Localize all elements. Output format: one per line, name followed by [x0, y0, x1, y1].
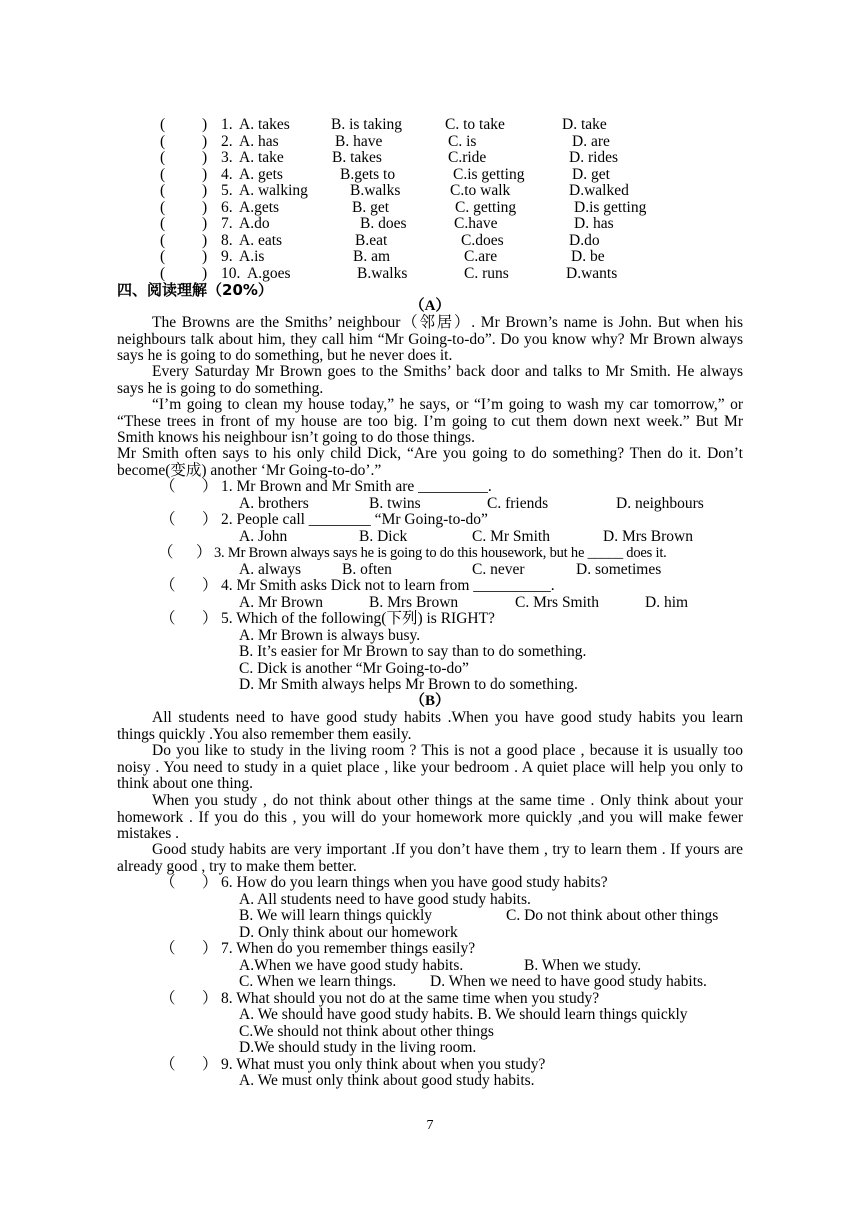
answer-paren-open: ( [160, 264, 166, 282]
answer-paren-open: ( [160, 198, 166, 216]
cloze-option-b: B. is taking [331, 116, 403, 133]
answer-paren-open: （ [160, 610, 176, 627]
q2-option-d: D. Mrs Brown [603, 528, 693, 545]
answer-paren-close: ) [202, 215, 208, 232]
q2-option-a: A. John [239, 528, 288, 545]
answer-paren-close: ） [202, 577, 218, 594]
cloze-option-c: C.are [464, 248, 498, 265]
cloze-question-number: 9. [221, 248, 233, 265]
q6-option-d: D. Only think about our homework [239, 924, 458, 941]
answer-paren-close: ) [202, 264, 208, 282]
answer-paren-open: ( [160, 165, 166, 183]
question-3: 3. Mr Brown always says he is going to do this housework, but he _____ does it. [214, 545, 667, 561]
answer-paren-open: （ [160, 990, 176, 1007]
cloze-option-a: A. eats [239, 231, 283, 249]
answer-paren-open: （ [158, 544, 174, 561]
question-1: 1. Mr Brown and Mr Smith are _________. [221, 478, 492, 495]
cloze-option-b: B. does [360, 215, 407, 232]
q4-option-d: D. him [645, 594, 689, 611]
page-number: 7 [426, 1118, 434, 1133]
q5-option-b: B. It’s easier for Mr Brown to say than to do something. [239, 643, 587, 660]
q8-option-d: D.We should study in the living room. [239, 1039, 477, 1056]
question-8: 8. What should you not do at the same time when you study? [221, 990, 600, 1007]
cloze-option-d: D. take [562, 116, 607, 133]
passage-a-label: （A） [409, 298, 451, 314]
answer-paren-close: ) [202, 182, 208, 199]
cloze-question-number: 8. [221, 231, 233, 249]
cloze-option-a: A. walking [239, 182, 308, 199]
answer-paren-open: （ [160, 1056, 176, 1073]
answer-paren-close: ） [202, 511, 218, 528]
q5-option-c: C. Dick is another “Mr Going-to-do” [239, 660, 469, 677]
cloze-question-number: 4. [221, 165, 233, 183]
cloze-option-c: C. to take [445, 116, 505, 133]
cloze-option-b: B.walks [357, 264, 408, 282]
cloze-option-a: A. has [239, 132, 279, 150]
passage-b-paragraph-1: All students need to have good study habits .When you have good study habits you learn things quickly .You also remember them easily. [117, 709, 743, 743]
cloze-option-b: B.walks [350, 182, 401, 199]
cloze-option-b: B. get [352, 198, 390, 216]
q1-option-d: D. neighbours [616, 495, 704, 512]
q7-option-a: A.When we have good study habits. [239, 957, 464, 974]
cloze-option-c: C.does [461, 231, 504, 249]
passage-b-label: （B） [409, 693, 450, 709]
answer-paren-close: ) [202, 165, 208, 183]
q8-option-a-b: A. We should have good study habits. B. We should learn things quickly [239, 1006, 688, 1023]
passage-b-paragraph-2: Do you like to study in the living room ? This is not a good place , because it is usually too noisy . You need to study in a quiet place , like your bedroom . A quiet place will help you only to think about one thing. [117, 742, 743, 792]
cloze-option-d: D.wants [566, 264, 618, 282]
cloze-question-number: 2. [221, 132, 233, 150]
cloze-option-b: B. am [353, 248, 391, 265]
question-5: 5. Which of the following(下列) is RIGHT? [221, 610, 495, 627]
cloze-option-c: C.have [454, 215, 498, 232]
answer-paren-open: ( [160, 215, 166, 232]
cloze-option-c: C. runs [464, 264, 509, 282]
answer-paren-close: ） [202, 478, 218, 495]
q8-option-c: C.We should not think about other things [239, 1023, 494, 1040]
q6-option-c: C. Do not think about other things [506, 907, 719, 924]
q4-option-b: B. Mrs Brown [369, 594, 459, 611]
cloze-option-a: A.do [239, 215, 270, 232]
cloze-option-c: C. is [448, 132, 477, 150]
passage-b-paragraph-4: Good study habits are very important .If you don’t have them , try to learn them . If yours are already good , try to make them better. [117, 841, 743, 875]
answer-paren-close: ) [202, 132, 208, 150]
cloze-option-b: B. have [335, 132, 383, 150]
cloze-question-number: 1. [221, 116, 233, 133]
passage-b-paragraph-3: When you study , do not think about other things at the same time . Only think about your homework . If you do this , you will do your homework more quickly ,and you will make fewer mistakes . [117, 792, 743, 842]
answer-paren-close: ) [202, 198, 208, 216]
answer-paren-open: ( [160, 116, 166, 133]
q5-option-d: D. Mr Smith always helps Mr Brown to do something. [239, 676, 578, 693]
answer-paren-open: （ [160, 940, 176, 957]
passage-a-paragraph-4: Mr Smith often says to his only child Dick, “Are you going to do something? Then do it. Don’t become(变成) another ‘Mr Going-to-do’.” [117, 445, 743, 479]
answer-paren-open: （ [160, 577, 176, 594]
cloze-option-d: D.walked [569, 182, 629, 199]
q7-option-c: C. When we learn things. [239, 973, 397, 990]
q3-option-d: D. sometimes [576, 561, 662, 578]
answer-paren-close: ） [196, 544, 212, 561]
q6-option-b: B. We will learn things quickly [239, 907, 433, 924]
q9-option-a: A. We must only think about good study habits. [239, 1072, 535, 1089]
cloze-option-b: B.eat [355, 231, 388, 249]
answer-paren-open: ( [160, 248, 166, 265]
q4-option-c: C. Mrs Smith [515, 594, 599, 611]
question-7: 7. When do you remember things easily? [221, 940, 476, 957]
cloze-option-a: A. takes [239, 116, 290, 133]
cloze-question-number: 3. [221, 149, 233, 166]
cloze-option-d: D.is getting [574, 198, 647, 216]
cloze-option-c: C.is getting [453, 165, 525, 183]
question-4: 4. Mr Smith asks Dick not to learn from __________. [221, 577, 555, 594]
cloze-option-a: A.is [239, 248, 265, 265]
cloze-option-a: A. gets [239, 165, 283, 183]
cloze-option-b: B. takes [332, 149, 382, 166]
section-heading: 四、阅读理解（20%） [117, 281, 273, 299]
answer-paren-open: （ [160, 511, 176, 528]
cloze-question-number: 7. [221, 215, 233, 232]
answer-paren-open: ( [160, 231, 166, 249]
answer-paren-open: ( [160, 132, 166, 150]
q3-option-b: B. often [342, 561, 392, 578]
q7-option-d: D. When we need to have good study habits. [430, 973, 707, 990]
cloze-option-d: D. are [572, 132, 610, 150]
cloze-option-c: C.to walk [450, 182, 511, 199]
cloze-option-a: A.gets [239, 198, 280, 216]
answer-paren-close: ) [202, 149, 208, 166]
q3-option-a: A. always [239, 561, 301, 578]
cloze-option-d: D. rides [569, 149, 619, 166]
cloze-option-d: D. be [571, 248, 605, 265]
answer-paren-close: ） [202, 940, 218, 957]
question-9: 9. What must you only think about when you study? [221, 1056, 546, 1073]
q1-option-b: B. twins [369, 495, 421, 512]
passage-a-paragraph-1: The Browns are the Smiths’ neighbour（邻居）. Mr Brown’s name is John. But when his neighbours talk about him, they call him “Mr Going-to-do”. Do you know why? Mr Brown always says he is going to do something, but he never does it. [117, 314, 743, 364]
cloze-option-d: D. get [572, 165, 610, 183]
answer-paren-open: （ [160, 874, 176, 891]
answer-paren-open: （ [160, 478, 176, 495]
q2-option-b: B. Dick [359, 528, 408, 545]
answer-paren-close: ) [202, 116, 208, 133]
cloze-option-a: A.goes [247, 264, 291, 282]
cloze-option-d: D. has [574, 215, 614, 232]
q5-option-a: A. Mr Brown is always busy. [239, 627, 421, 644]
cloze-option-a: A. take [239, 149, 284, 166]
cloze-question-number: 10. [221, 264, 241, 282]
answer-paren-close: ） [202, 990, 218, 1007]
answer-paren-close: ) [202, 248, 208, 265]
q6-option-a: A. All students need to have good study habits. [239, 891, 531, 908]
q1-option-a: A. brothers [239, 495, 309, 512]
cloze-option-b: B.gets to [340, 165, 396, 183]
question-2: 2. People call ________ “Mr Going-to-do” [221, 511, 488, 528]
cloze-question-number: 6. [221, 198, 233, 216]
answer-paren-close: ） [202, 1056, 218, 1073]
cloze-option-c: C. getting [455, 198, 517, 216]
passage-a-paragraph-2: Every Saturday Mr Brown goes to the Smiths’ back door and talks to Mr Smith. He always says he is going to do something. [117, 363, 743, 397]
cloze-option-d: D.do [569, 231, 600, 249]
q2-option-c: C. Mr Smith [472, 528, 550, 545]
q3-option-c: C. never [472, 561, 525, 578]
q4-option-a: A. Mr Brown [239, 594, 323, 611]
answer-paren-close: ） [202, 610, 218, 627]
cloze-question-number: 5. [221, 182, 233, 199]
answer-paren-close: ） [202, 874, 218, 891]
cloze-option-c: C.ride [448, 149, 487, 166]
answer-paren-close: ) [202, 231, 208, 249]
q7-option-b: B. When we study. [524, 957, 642, 974]
answer-paren-open: ( [160, 149, 166, 166]
answer-paren-open: ( [160, 182, 166, 199]
passage-a-paragraph-3: “I’m going to clean my house today,” he says, or “I’m going to wash my car tomorrow,” or “These trees in front of my house are too big. I’m going to cut them down next week.” But Mr Smith knows his neighbour isn’t going to do those things. [117, 396, 743, 446]
question-6: 6. How do you learn things when you have good study habits? [221, 874, 608, 891]
q1-option-c: C. friends [487, 495, 549, 512]
